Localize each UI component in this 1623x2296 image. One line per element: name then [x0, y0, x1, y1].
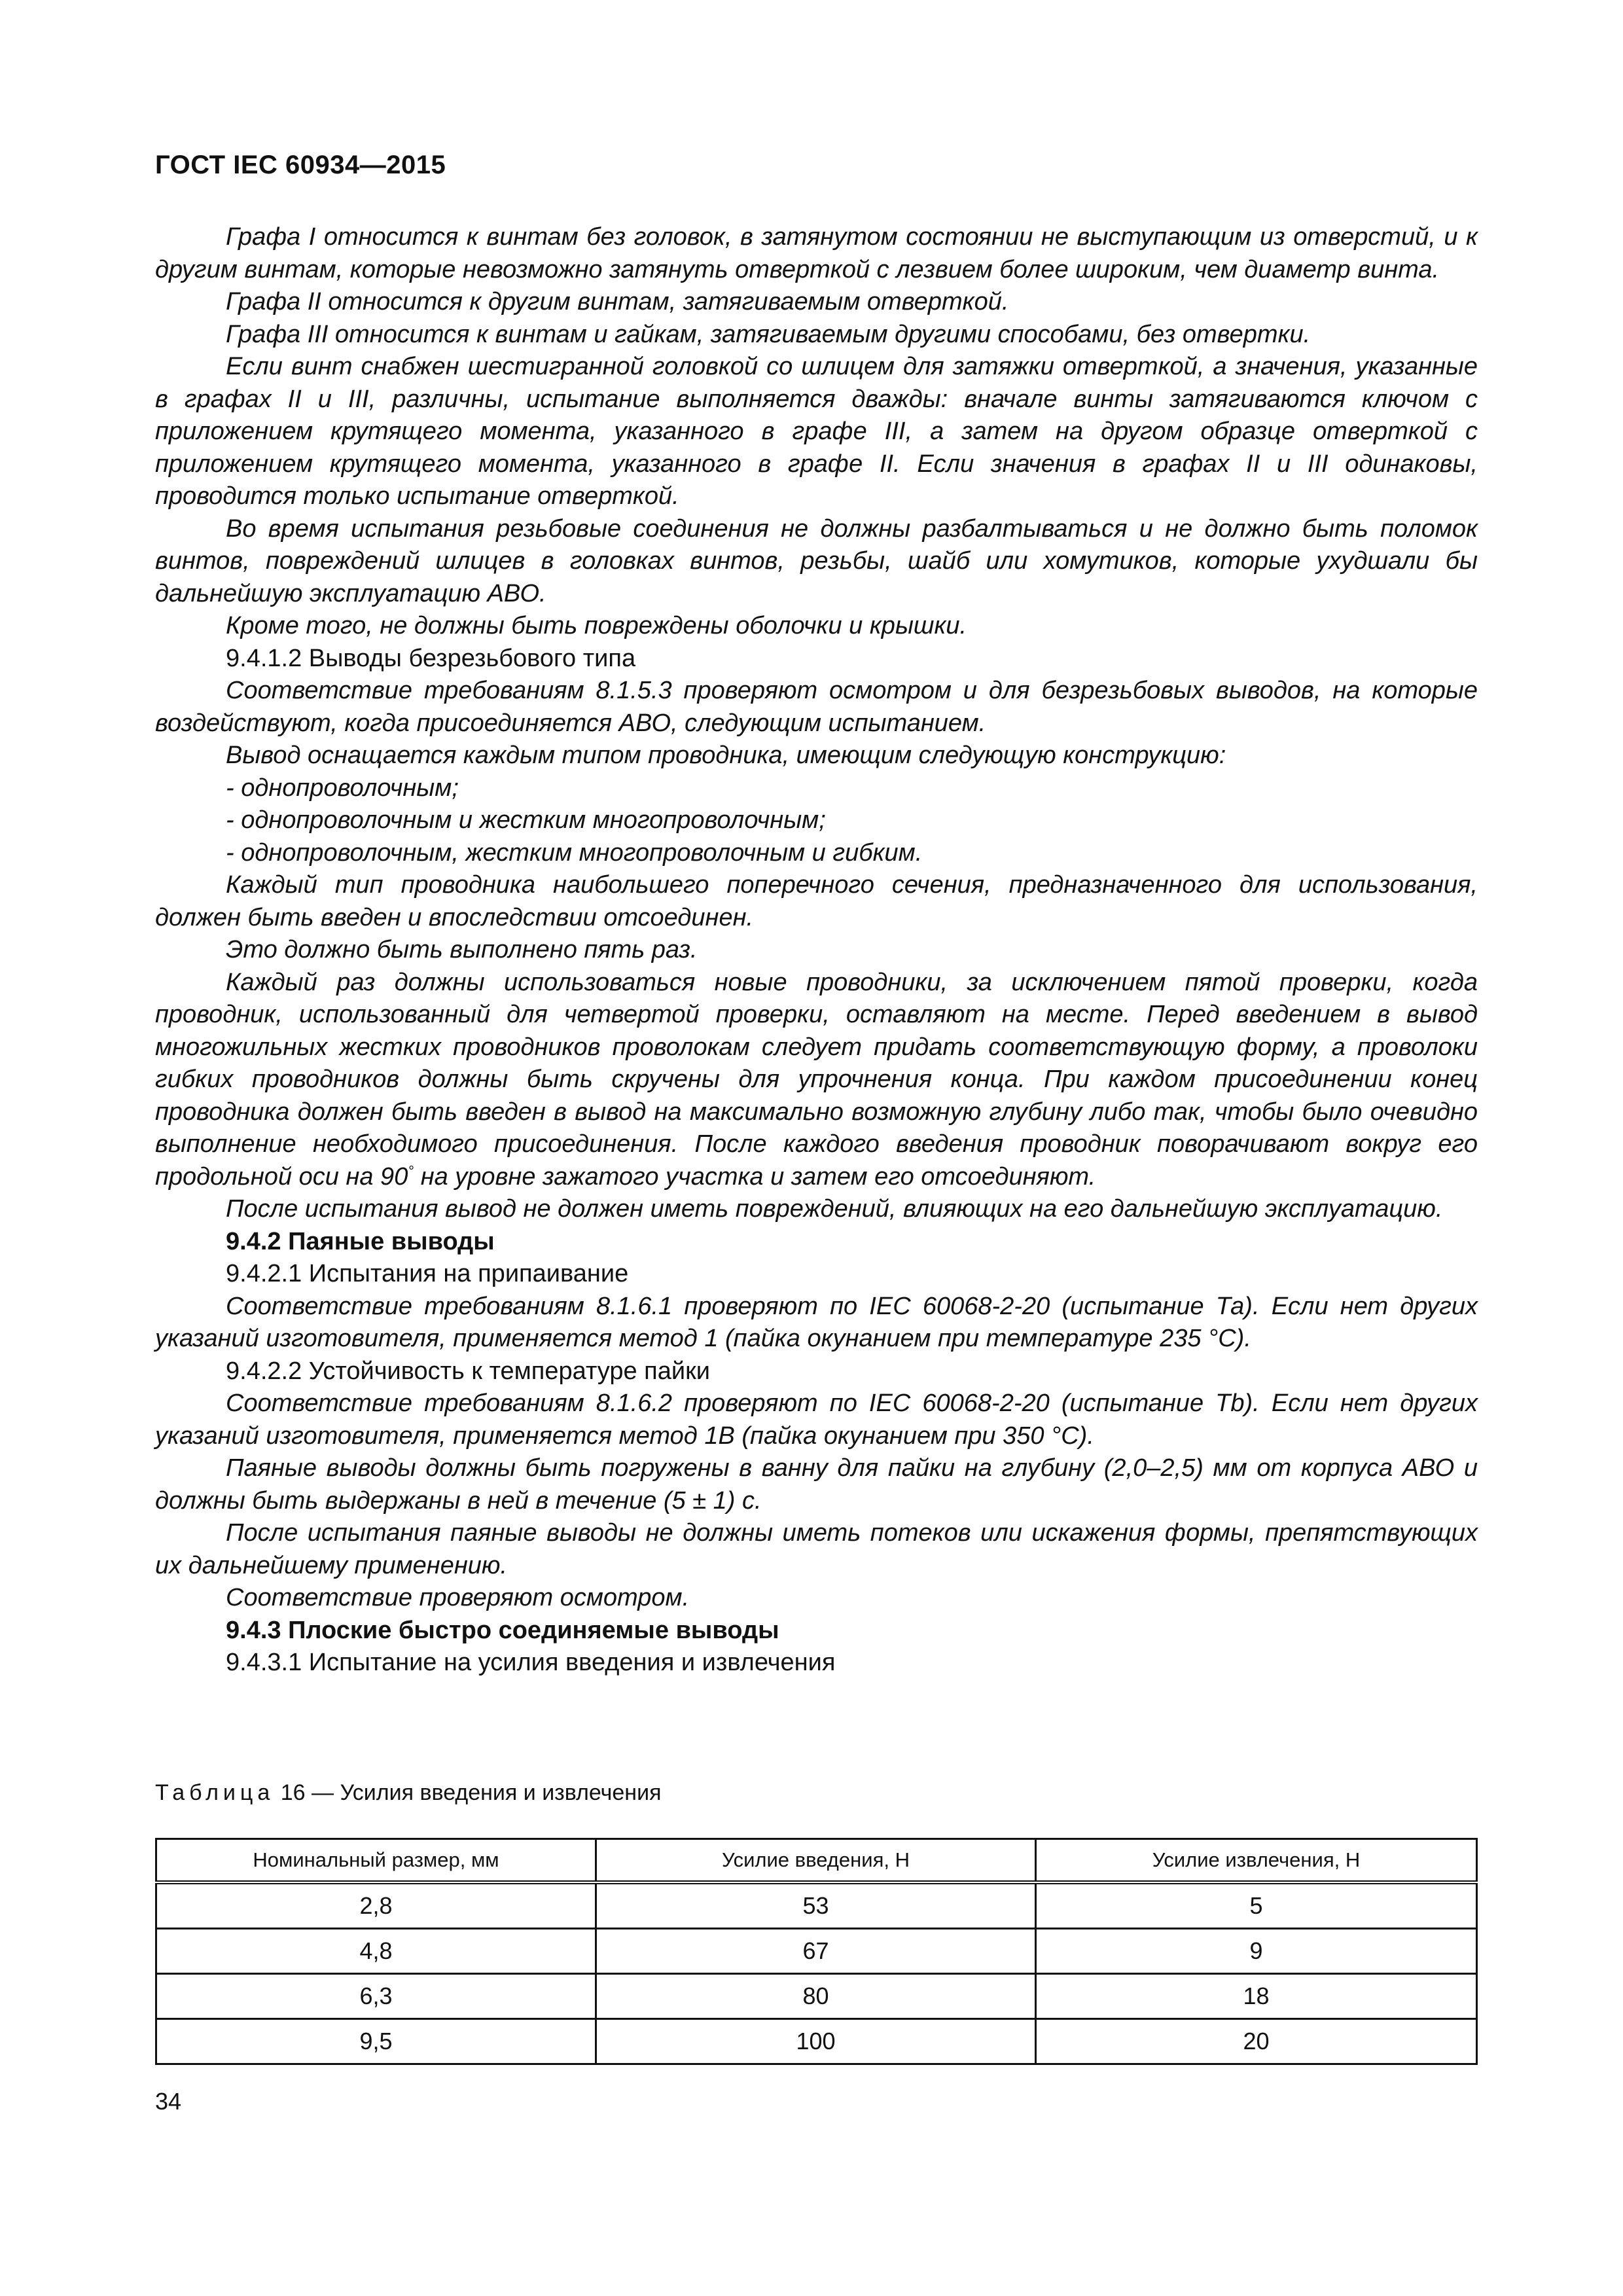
- subsection-heading: 9.4.3.1 Испытание на усилия введения и извлечения: [226, 1649, 836, 1676]
- table-caption-title: 16 — Усилия введения и извлечения: [274, 1780, 662, 1805]
- table-row: [156, 2019, 1477, 2064]
- table-caption-word: Таблица: [155, 1780, 275, 1805]
- paragraph: [155, 967, 1478, 1194]
- paragraph: Кроме того, не должны быть повреждены оболочки и крышки.: [226, 612, 967, 639]
- table-cell: 5: [1035, 1882, 1476, 1929]
- list-item: - однопроволочным и жестким многопроволочным;: [226, 806, 826, 834]
- table-cell: 53: [596, 1882, 1035, 1929]
- table-row: [156, 1929, 1477, 1974]
- table-caption: [155, 1780, 661, 1806]
- table-cell: 9: [1035, 1929, 1476, 1974]
- table-row: [156, 1882, 1477, 1929]
- paragraph: Графа III относится к винтам и гайкам, затягиваемым другими способами, без отвертки.: [226, 320, 1311, 348]
- table-cell: 67: [596, 1929, 1035, 1974]
- table-row: [156, 1974, 1477, 2019]
- paragraph: Паяные выводы должны быть погружены в ванну для пайки на глубину (2,0–2,5) мм от корпуса АВО и должны быть выдержаны в ней в течение (5 ± 1) с.: [155, 1454, 1478, 1515]
- paragraph: Графа II относится к другим винтам, затягиваемым отверткой.: [226, 288, 1009, 315]
- subsection-heading: 9.4.1.2 Выводы безрезьбового типа: [226, 644, 636, 672]
- page-number: 34: [155, 2088, 182, 2115]
- table-cell: 2,8: [156, 1882, 596, 1929]
- table-cell: 4,8: [156, 1929, 596, 1974]
- paragraph: Соответствие требованиям 8.1.6.1 проверяют по IEC 60068-2-20 (испытание Та). Если нет других указаний изготовителя, применяется метод 1 (пайка окунанием при температуре 235 °С).: [155, 1292, 1478, 1352]
- data-table: [155, 1838, 1478, 2065]
- table-cell: 9,5: [156, 2019, 596, 2064]
- table-header-cell: Усилие введения, Н: [596, 1839, 1035, 1883]
- document-header: ГОСТ IEC 60934—2015: [155, 151, 446, 179]
- table-cell: 6,3: [156, 1974, 596, 2019]
- paragraph: Соответствие проверяют осмотром.: [226, 1584, 690, 1611]
- table-cell: 20: [1035, 2019, 1476, 2064]
- paragraph: После испытания вывод не должен иметь повреждений, влияющих на его дальнейшую эксплуатацию.: [226, 1195, 1443, 1223]
- paragraph: Соответствие требованиям 8.1.5.3 проверяют осмотром и для безрезьбовых выводов, на которые воздействуют, когда присоединяется АВО, следующим испытанием.: [155, 677, 1478, 737]
- section-heading: 9.4.2 Паяные выводы: [226, 1227, 495, 1255]
- degree-sign: °: [408, 1162, 414, 1179]
- list-item: - однопроволочным;: [226, 774, 459, 802]
- subsection-heading: 9.4.2.2 Устойчивость к температуре пайки: [226, 1357, 710, 1385]
- section-heading: 9.4.3 Плоские быстро соединяемые выводы: [226, 1616, 779, 1644]
- table-header-cell: Усилие извлечения, Н: [1035, 1839, 1476, 1883]
- paragraph: Это должно быть выполнено пять раз.: [226, 936, 698, 963]
- paragraph: После испытания паяные выводы не должны иметь потеков или искажения формы, препятствующих их дальнейшему применению.: [155, 1519, 1478, 1579]
- paragraph-text: на уровне зажатого участка и затем его отсоединяют.: [414, 1162, 1096, 1191]
- table-cell: 18: [1035, 1974, 1476, 2019]
- table-cell: 100: [596, 2019, 1035, 2064]
- paragraph: Во время испытания резьбовые соединения не должны разбалтываться и не должно быть поломок винтов, повреждений шлицев в головках винтов, резьбы, шайб или хомутиков, которые ухудшали бы дальнейшую эксплуатацию АВО.: [155, 514, 1478, 607]
- table-cell: 80: [596, 1974, 1035, 2019]
- paragraph: Каждый тип проводника наибольшего поперечного сечения, предназначенного для использования, должен быть введен и впоследствии отсоединен.: [155, 871, 1478, 931]
- paragraph: Если винт снабжен шестигранной головкой со шлицем для затяжки отверткой, а значения, указанные в графах II и III, различны, испытание выполняется дважды: вначале винты затягиваются ключом с приложением крутящего момента, указанного в графе III, а затем на другом образце отверткой с приложением крутящего момента, указанного в графе II. Если значения в графах II и III одинаковы, проводится только испытание отверткой.: [155, 353, 1478, 510]
- paragraph: Графа I относится к винтам без головок, в затянутом состоянии не выступающим из отверстий, и к другим винтам, которые невозможно затянуть отверткой с лезвием более широким, чем диаметр винта.: [155, 223, 1478, 283]
- table-header-row: [156, 1839, 1477, 1883]
- table-header-cell: Номинальный размер, мм: [156, 1839, 596, 1883]
- paragraph: Соответствие требованиям 8.1.6.2 проверяют по IEC 60068-2-20 (испытание Tb). Если нет других указаний изготовителя, применяется метод 1В (пайка окунанием при 350 °С).: [155, 1390, 1478, 1450]
- subsection-heading: 9.4.2.1 Испытания на припаивание: [226, 1260, 629, 1287]
- paragraph-text: Каждый раз должны использоваться новые проводники, за исключением пятой проверки, когда проводник, использованный для четвертой проверки, оставляют на месте. Перед введением в вывод многожильных жестких проводников проволокам следует придать соответствующую форму, а проволоки гибких проводников должны быть скручены для упрочнения конца. При каждом присоединении конец проводника должен быть введен в вывод на максимально возможную глубину либо так, чтобы было очевидно выполнение необходимого присоединения. После каждого введения проводник поворачивают вокруг его продольной оси на 90: [155, 968, 1478, 1191]
- paragraph: Вывод оснащается каждым типом проводника, имеющим следующую конструкцию:: [226, 742, 1226, 769]
- document-body: [155, 221, 1478, 1679]
- list-item: - однопроволочным, жестким многопроволочным и гибким.: [226, 838, 923, 867]
